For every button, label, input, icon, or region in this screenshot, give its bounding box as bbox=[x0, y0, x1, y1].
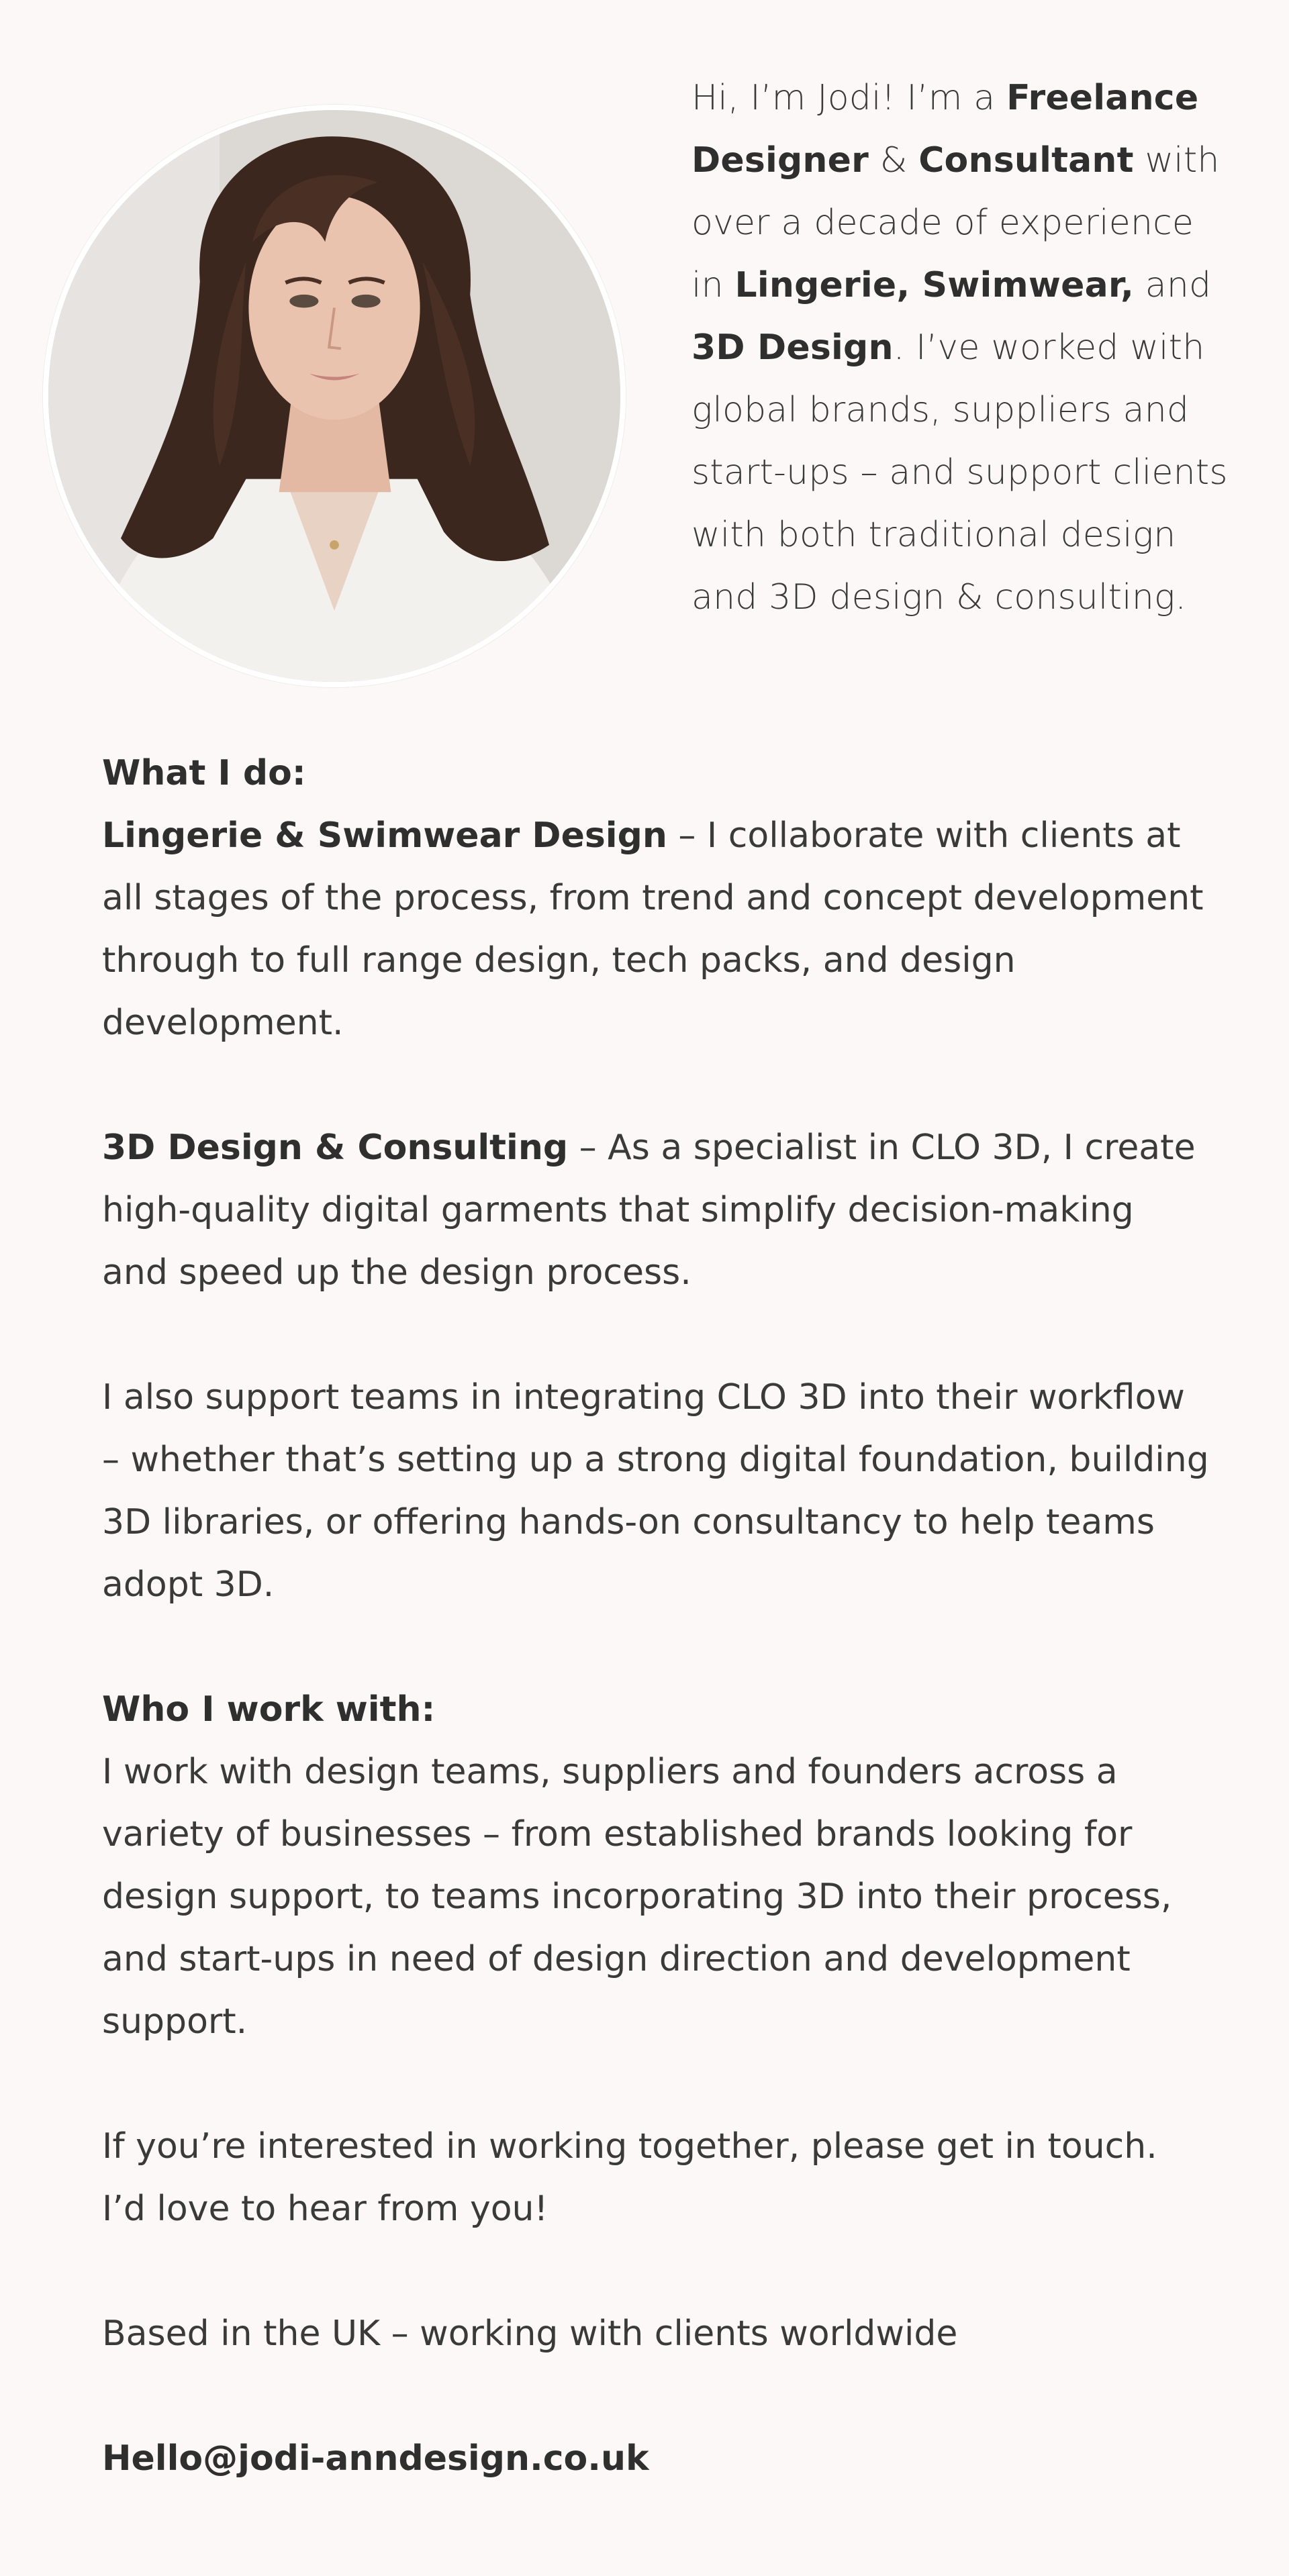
location-text: Based in the UK – working with clients worldwide bbox=[102, 2314, 958, 2354]
design-3d-service bbox=[102, 1117, 1210, 1304]
what-i-do-heading bbox=[102, 742, 1210, 805]
spacer bbox=[102, 2240, 1210, 2303]
intro-specialties: Lingerie, Swimwear, bbox=[734, 265, 1135, 305]
spacer bbox=[102, 2365, 1210, 2428]
intro-role-freelance: Freelance Designer bbox=[691, 78, 1199, 181]
design-3d-service-text: – As a specialist in CLO 3D, I create high-quality digital garments that simplify decision-making and speed up the design process. bbox=[102, 1128, 1196, 1293]
spacer bbox=[102, 2053, 1210, 2116]
intro-text-1: with over a decade of experience in bbox=[691, 140, 1220, 305]
spacer bbox=[102, 1304, 1210, 1367]
intro-ampersand: & bbox=[868, 140, 919, 181]
contact-cta: If you’re interested in working together, please get in touch. I’d love to hear from you! bbox=[102, 2126, 1157, 2229]
spacer bbox=[102, 1616, 1210, 1679]
intro-role-consultant: Consultant bbox=[918, 140, 1134, 181]
who-i-work-with-heading bbox=[102, 1679, 1210, 1741]
spacer bbox=[102, 1054, 1210, 1117]
intro-specialty-3d: 3D Design bbox=[691, 328, 894, 368]
intro-text-2: . I’ve worked with global brands, suppliers and start-ups – and support clients with both traditional design and 3D design & consulting. bbox=[691, 328, 1228, 617]
design-3d-service-title: 3D Design & Consulting bbox=[102, 1128, 569, 1168]
clo-support-paragraph: I also support teams in integrating CLO 3D into their workflow – whether that’s setting up a strong digital foundation, building 3D libraries, or offering hands-on consultancy to help teams adopt 3D. bbox=[102, 1377, 1209, 1605]
intro-paragraph bbox=[691, 67, 1229, 629]
intro-and: and bbox=[1134, 265, 1212, 305]
intro-greeting: Hi, I’m Jodi! I’m a bbox=[691, 78, 1007, 118]
what-i-do-heading-text: What I do: bbox=[102, 753, 306, 793]
main-content bbox=[102, 742, 1210, 2490]
lingerie-service-text: – I collaborate with clients at all stages of the process, from trend and concept development through to full range design, tech packs, and design development. bbox=[102, 815, 1204, 1043]
who-i-work-with-heading-text: Who I work with: bbox=[102, 1689, 436, 1730]
lingerie-service bbox=[102, 805, 1210, 1054]
profile-photo bbox=[43, 105, 626, 687]
portrait-illustration bbox=[48, 110, 620, 682]
email-link[interactable]: Hello@jodi-anndesign.co.uk bbox=[102, 2438, 649, 2479]
lingerie-service-title: Lingerie & Swimwear Design bbox=[102, 815, 667, 856]
who-i-work-with-paragraph: I work with design teams, suppliers and founders across a variety of businesses – from established brands looking for design support, to teams incorporating 3D into their process, and start-ups in need of design direction and development support. bbox=[102, 1752, 1172, 2042]
